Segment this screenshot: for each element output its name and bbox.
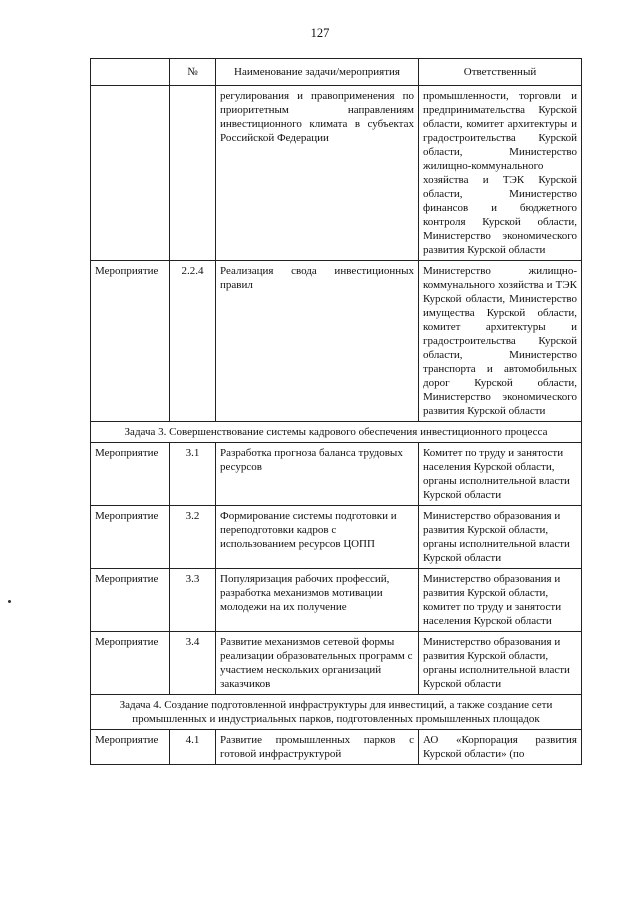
cell-name: Реализация свода инвестиционных правил: [216, 261, 419, 422]
table-row: [91, 730, 582, 765]
table-row: [91, 86, 582, 261]
cell-responsible: АО «Корпорация развития Курской области» (по: [419, 730, 582, 765]
cell-type: Мероприятие: [91, 261, 170, 422]
table-row: [91, 506, 582, 569]
header-number: №: [170, 59, 216, 86]
cell-type: Мероприятие: [91, 569, 170, 632]
cell-name: Разработка прогноза баланса трудовых ресурсов: [216, 443, 419, 506]
cell-number: [170, 86, 216, 261]
cell-responsible: Министерство образования и развития Курской области, органы исполнительной власти Курской области: [419, 632, 582, 695]
cell-name: Формирование системы подготовки и переподготовки кадров с использованием ресурсов ЦОПП: [216, 506, 419, 569]
cell-number: 3.4: [170, 632, 216, 695]
cell-number: 2.2.4: [170, 261, 216, 422]
cell-type: Мероприятие: [91, 443, 170, 506]
cell-type: Мероприятие: [91, 506, 170, 569]
cell-name: регулирования и правоприменения по приоритетным направлениям инвестиционного климата в субъектах Российской Федерации: [216, 86, 419, 261]
cell-responsible: промышленности, торговли и предпринимательства Курской области, комитет архитектуры и градостроительства Курской области, Министерство жилищно-коммунального хозяйства и ТЭК Курской области, Министерство финансов и бюджетного контроля Курской области, Министерство экономического развития Курской области: [419, 86, 582, 261]
cell-type: [91, 86, 170, 261]
task-heading: Задача 3. Совершенствование системы кадрового обеспечения инвестиционного процесса: [91, 422, 582, 443]
cell-number: 4.1: [170, 730, 216, 765]
cell-number: 3.2: [170, 506, 216, 569]
task-heading: Задача 4. Создание подготовленной инфраструктуры для инвестиций, а также создание сети промышленных и индустриальных парков, подготовленных промышленных площадок: [91, 695, 582, 730]
cell-type: Мероприятие: [91, 632, 170, 695]
header-type: [91, 59, 170, 86]
measures-table: [90, 58, 582, 765]
header-name: Наименование задачи/мероприятия: [216, 59, 419, 86]
task-heading-row: [91, 422, 582, 443]
cell-responsible: Министерство жилищно-коммунального хозяйства и ТЭК Курской области, Министерство имущества Курской области, комитет архитектуры и градостроительства Курской области, Министерство транспорта и автомобильных дорог Курской области, Министерство экономического развития Курской области: [419, 261, 582, 422]
scan-artifact-dot: [8, 600, 11, 603]
cell-responsible: Комитет по труду и занятости населения Курской области, органы исполнительной власти Курской области: [419, 443, 582, 506]
task-heading-row: [91, 695, 582, 730]
cell-name: Популяризация рабочих профессий, разработка механизмов мотивации молодежи на их получение: [216, 569, 419, 632]
cell-responsible: Министерство образования и развития Курской области, органы исполнительной власти Курской области: [419, 506, 582, 569]
cell-name: Развитие промышленных парков с готовой инфраструктурой: [216, 730, 419, 765]
table-row: [91, 261, 582, 422]
cell-number: 3.1: [170, 443, 216, 506]
table-header-row: [91, 59, 582, 86]
cell-type: Мероприятие: [91, 730, 170, 765]
table-row: [91, 632, 582, 695]
cell-number: 3.3: [170, 569, 216, 632]
table-row: [91, 569, 582, 632]
page-number: 127: [310, 26, 330, 40]
cell-responsible: Министерство образования и развития Курской области, комитет по труду и занятости населения Курской области: [419, 569, 582, 632]
cell-name: Развитие механизмов сетевой формы реализации образовательных программ с участием нескольких организаций заказчиков: [216, 632, 419, 695]
table-row: [91, 443, 582, 506]
header-responsible: Ответственный: [419, 59, 582, 86]
